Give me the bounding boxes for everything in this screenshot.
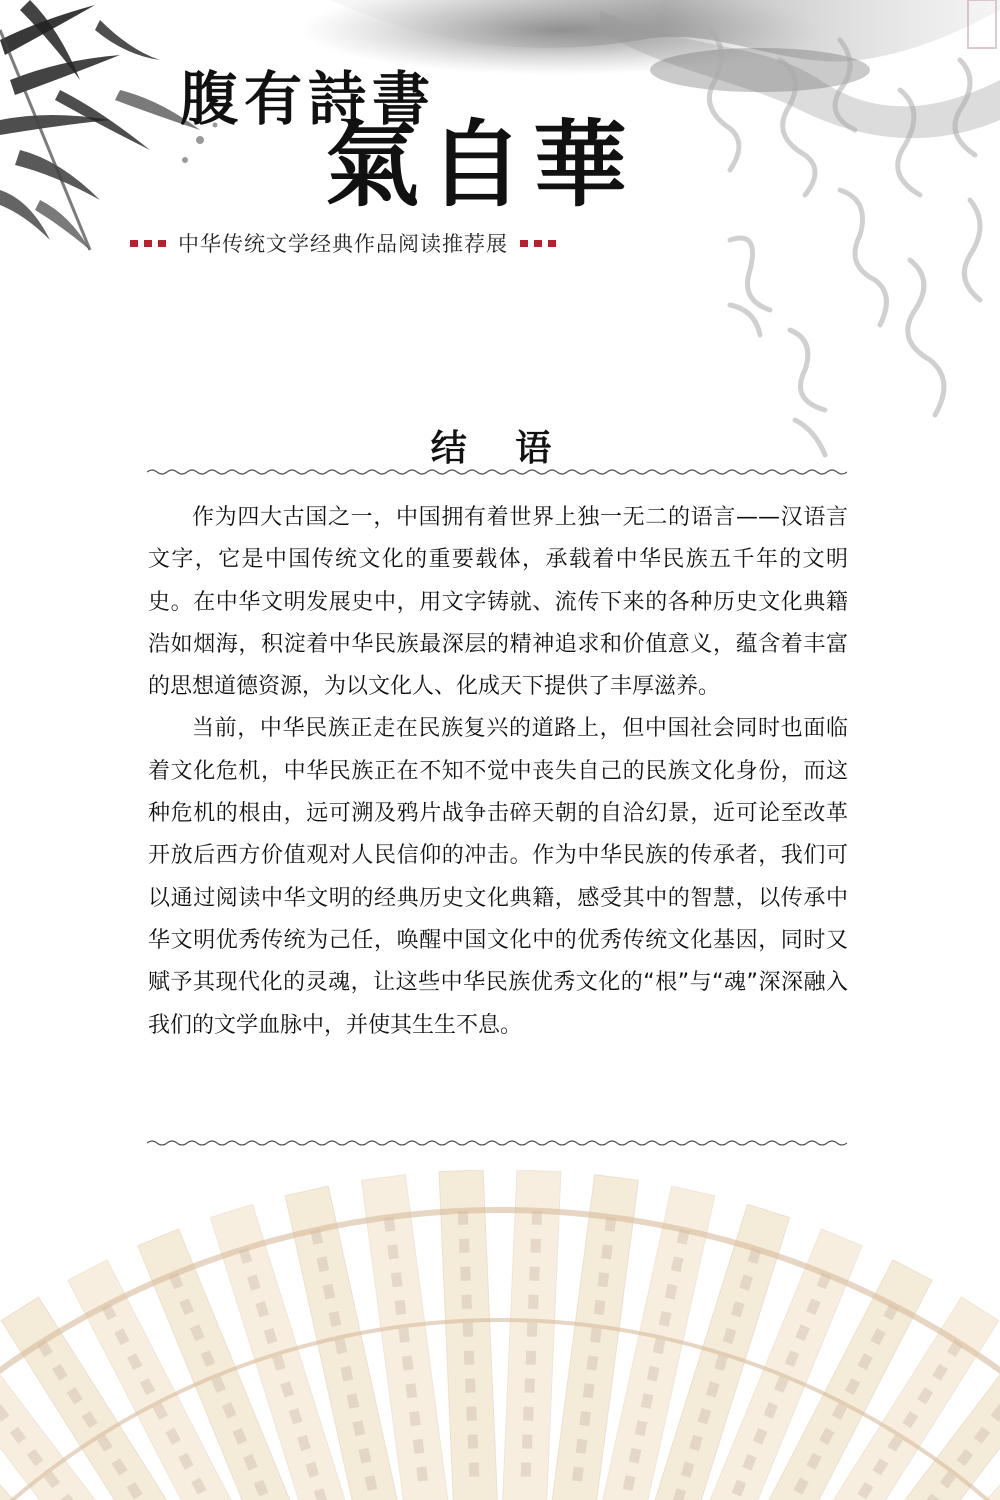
section-title: 结 语: [430, 427, 570, 469]
paragraph-2: 当前，中华民族正走在民族复兴的道路上，但中国社会同时也面临着文化危机，中华民族正在不知不觉中丧失自己的民族文化身份，而这种危机的根由，远可溯及鸦片战争击碎天朝的自洽幻景，近可论至改革开放后西方价值观对人民信仰的冲击。作为中华民族的传承者，我们可以通过阅读中华文明的经典历史文化典籍，感受其中的智慧，以传承中华文明优秀传统为己任，唤醒中国文化中的优秀传统文化基因，同时又赋予其现代化的灵魂，让这些中华民族优秀文化的“根”与“魂”深深融入我们的文学血脉中，并使其生生不息。: [148, 716, 848, 1038]
main-title-line2: 氣自華: [325, 110, 638, 220]
paragraph-1: 作为四大古国之一，中国拥有着世界上独一无二的语言——汉语言文字，它是中国传统文化的重要载体，承载着中华民族五千年的文明史。在中华文明发展史中，用文字铸就、流传下来的各种历史文化典籍浩如烟海，积淀着中华民族最深层的精神追求和价值意义，蕴含着丰富的思想道德资源，为以文化人、化成天下提供了丰厚滋养。: [148, 505, 848, 700]
bamboo-slip-scroll: [0, 1170, 1000, 1500]
slip-fade: [0, 1170, 1000, 1500]
divider-bottom: [147, 1138, 847, 1148]
exhibition-subtitle: 中华传统文学经典作品阅读推荐展: [178, 232, 508, 256]
divider-top: [147, 467, 847, 477]
red-marks-right: [520, 240, 556, 247]
red-marks-left: [130, 240, 166, 247]
main-title-line1: 腹有詩書: [180, 65, 437, 133]
body-text: [148, 497, 848, 1047]
subtitle-bar: [130, 228, 670, 258]
